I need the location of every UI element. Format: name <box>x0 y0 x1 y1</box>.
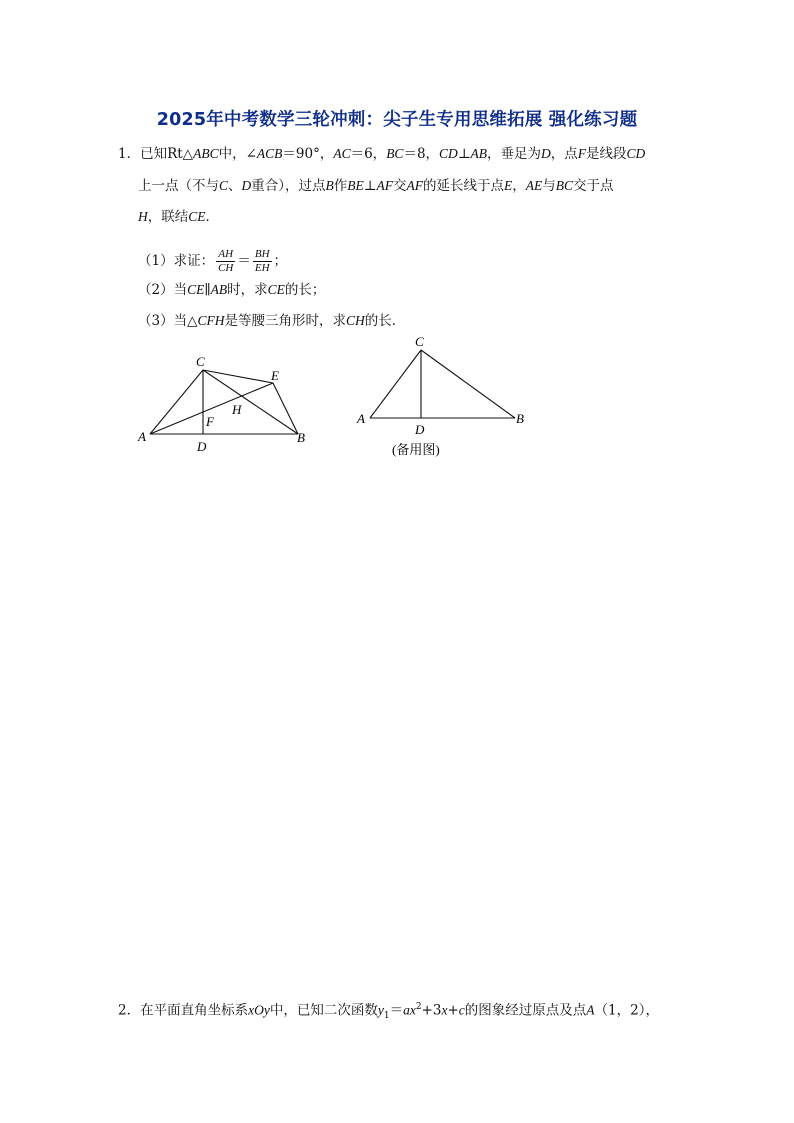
q1-text: ，联结 <box>147 209 189 225</box>
q1-part-1 <box>138 248 287 275</box>
q2-var: A <box>586 1002 595 1018</box>
q1-text: ⊥ <box>457 146 471 162</box>
q1-text: ． <box>205 209 220 225</box>
figure-main <box>130 350 320 460</box>
q1-text: ＝8， <box>403 146 440 162</box>
q1-var: BE <box>347 178 364 193</box>
figure-spare <box>350 332 540 462</box>
q1-text: 作 <box>333 178 348 194</box>
fraction-numerator: AH <box>216 248 235 262</box>
q1-text: 已知Rt△ <box>140 146 194 162</box>
label-f: F <box>206 414 214 429</box>
q1-var: AC <box>333 146 351 161</box>
subscript: 1 <box>383 1011 390 1022</box>
fraction-denominator: CH <box>218 262 234 274</box>
q1-text: ⊥ <box>363 178 377 194</box>
q2-text: （1，2）， <box>594 1002 659 1019</box>
segment-ac <box>370 350 421 418</box>
fraction-ah-ch <box>216 248 235 275</box>
q1-var: AE <box>525 178 543 193</box>
part-text: 的长． <box>364 313 406 329</box>
part-text: 的长； <box>284 282 326 298</box>
q2-text: ＝ <box>389 1002 404 1019</box>
q2-line-1 <box>118 998 659 1025</box>
q1-line-3 <box>138 208 219 226</box>
q2-number: 2． <box>118 1002 141 1019</box>
q1-text: 交于点 <box>572 178 614 194</box>
segment-eb <box>273 383 298 434</box>
q2-var: c <box>458 1002 465 1018</box>
label-c: C <box>415 334 424 349</box>
parallel-sign: ∥ <box>204 282 211 298</box>
q1-text: 重合），过点 <box>251 178 326 194</box>
q1-var: F <box>577 146 587 161</box>
q1-line-1 <box>118 145 645 163</box>
q1-var: D <box>541 146 551 161</box>
q1-var: AF <box>406 178 423 193</box>
q1-var: ABC <box>193 146 219 161</box>
q2-text: 的图象经过原点及点 <box>464 1002 587 1019</box>
q1-text: 、 <box>228 178 242 194</box>
q1-var: C <box>219 178 229 193</box>
q1-part-2 <box>138 281 325 299</box>
q1-var: CE <box>267 282 285 297</box>
q1-var: ACB <box>256 146 283 161</box>
q1-var: CE <box>187 282 205 297</box>
q1-line-2 <box>138 177 613 195</box>
q2-text: 在平面直角坐标系 <box>140 1002 249 1019</box>
equals-sign: ＝ <box>237 253 251 269</box>
q1-var: D <box>241 178 252 193</box>
label-c: C <box>196 354 205 369</box>
part-text: 是等腰三角形时，求 <box>224 313 346 329</box>
label-b: B <box>516 411 524 426</box>
q2-var: xOy <box>248 1002 270 1018</box>
q1-var: E <box>503 178 513 193</box>
q2-var: ax <box>403 1002 416 1018</box>
q1-var: CE <box>188 209 206 224</box>
q1-var: AB <box>210 282 228 297</box>
segment-cb <box>421 350 515 418</box>
q1-var: AF <box>376 178 393 193</box>
q1-var: B <box>325 178 334 193</box>
q1-var: BC <box>386 146 404 161</box>
q1-var: CH <box>345 313 365 328</box>
q1-var: H <box>138 209 148 224</box>
fraction-denominator: EH <box>254 262 270 274</box>
fraction-numerator: BH <box>254 248 270 260</box>
page-title: 2025年中考数学三轮冲刺：尖子生专用思维拓展 强化练习题 <box>156 110 638 130</box>
q2-text: +3 <box>421 1002 442 1019</box>
label-a: A <box>138 429 146 444</box>
q1-var: CD <box>626 146 646 161</box>
q1-var: CFH <box>197 313 225 328</box>
q1-var: CD <box>439 146 458 161</box>
q1-text: ， <box>512 178 526 194</box>
part-text: 时，求 <box>227 282 268 298</box>
segment-ac <box>150 370 203 434</box>
q1-text: ＝90°， <box>282 146 334 162</box>
part-label: （1）求证： <box>138 253 215 269</box>
part-text: ； <box>273 253 288 269</box>
q1-var: AB <box>470 146 488 161</box>
q1-text: ，点 <box>550 146 578 162</box>
q2-var: x <box>441 1002 448 1018</box>
q1-text: ＝6， <box>350 146 387 162</box>
label-h: H <box>232 402 242 417</box>
part-label: （2）当 <box>138 282 188 298</box>
q1-number: 1． <box>118 146 141 162</box>
q1-text: 交 <box>392 178 407 194</box>
fraction-bh-eh <box>253 248 272 275</box>
label-b: B <box>297 430 305 445</box>
q2-var: y <box>377 1002 384 1018</box>
q1-text: ，垂足为 <box>487 146 542 162</box>
segment-cb <box>203 370 298 434</box>
superscript: 2 <box>415 1002 422 1012</box>
q1-var: BC <box>555 178 573 193</box>
label-e: E <box>271 368 279 383</box>
part-label: （3）当△ <box>138 313 198 329</box>
q1-text: 中，∠ <box>218 146 257 162</box>
q1-text: 的延长线于点 <box>422 178 504 194</box>
q1-text: 是线段 <box>586 146 627 162</box>
figure-caption: (备用图) <box>392 442 440 457</box>
q1-part-3 <box>138 312 405 330</box>
label-d: D <box>415 422 425 437</box>
q2-text: 中，已知二次函数 <box>269 1002 378 1019</box>
label-a: A <box>357 411 365 426</box>
q1-text: 与 <box>542 178 556 194</box>
label-d: D <box>197 439 207 454</box>
q2-text: + <box>447 1002 459 1019</box>
q1-text: 上一点（不与 <box>138 178 219 194</box>
